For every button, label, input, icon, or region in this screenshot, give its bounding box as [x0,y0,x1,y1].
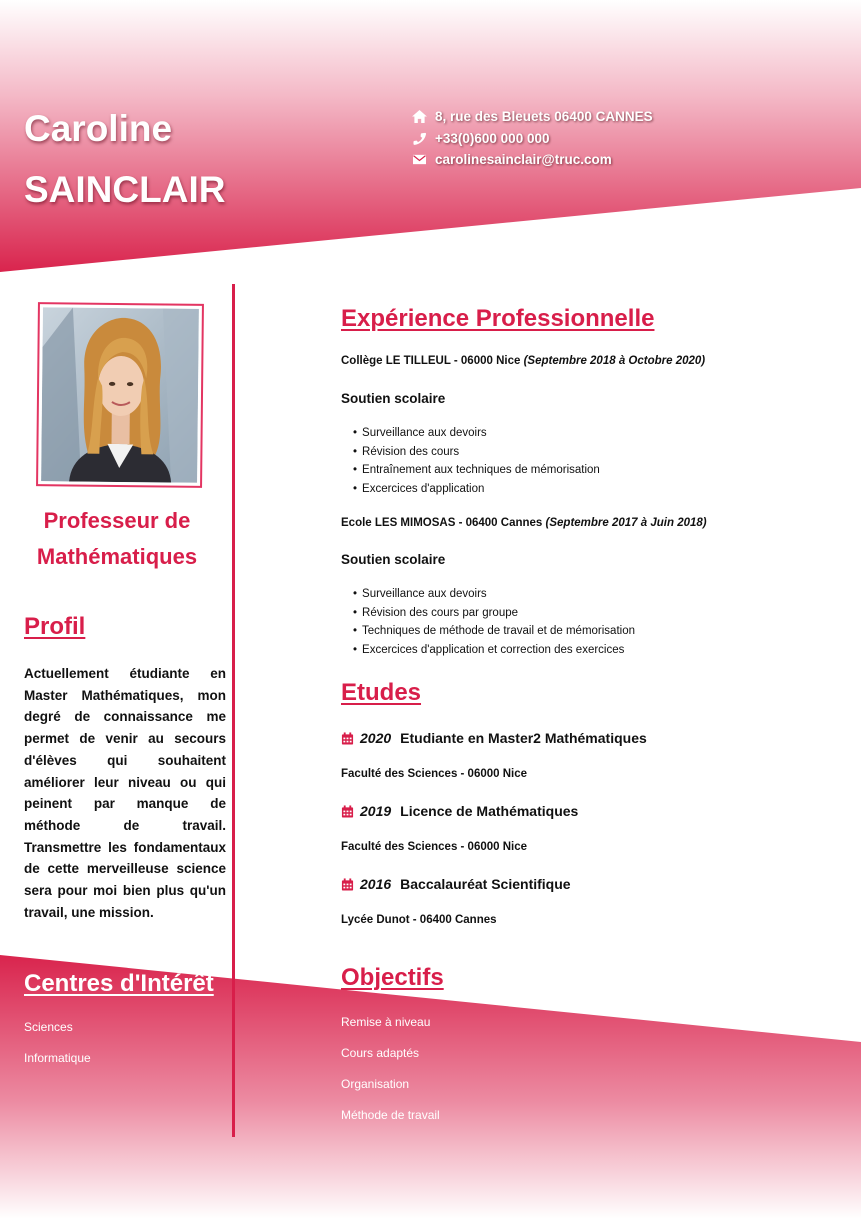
job-task: • Entraînement aux techniques de mémorisation [353,461,600,480]
profil-heading: Profil [24,613,86,640]
last-name: SAINCLAIR [24,169,226,211]
job-task-list [353,585,635,659]
email-link[interactable]: carolinesainclair@truc.com [435,152,612,168]
contact-phone [412,128,653,150]
job-task: • Techniques de méthode de travail et de mémorisation [353,622,635,641]
job-task: • Révision des cours [353,443,600,462]
job-task-list [353,424,600,498]
profil-text: Actuellement étudiante en Master Mathématiques, mon degré de connaissance me permet de venir au secours d'élèves qui souhaitent améliorer leur niveau ou qui peinent par manque de méthode de travail. Transmettre les fondamentaux de cette merveilleuse science sera pour moi bien plus qu'un travail, une mission. [24,666,226,920]
job-task: • Révision des cours par groupe [353,604,635,623]
edu-school: Faculté des Sciences - 06000 Nice [341,841,528,853]
edu-entry [341,730,647,746]
objectifs-list [341,1015,440,1139]
address-text: 8, rue des Bleuets 06400 CANNES [435,109,653,125]
etudes-heading: Etudes [341,679,422,706]
calendar-icon [341,732,354,745]
interets-heading: Centres d'Intérêt [24,970,214,997]
experience-heading: Expérience Professionnelle [341,305,655,332]
phone-text: +33(0)600 000 000 [435,130,550,146]
calendar-icon [341,805,354,818]
portrait-image [41,307,199,483]
objectifs-heading: Objectifs [341,964,444,991]
job-role: Soutien scolaire [341,391,446,406]
phone-icon [412,132,427,145]
edu-degree: Etudiante en Master2 Mathématiques [400,730,647,746]
calendar-icon [341,878,354,891]
objectif-item: Cours adaptés [341,1046,420,1060]
job-task: • Excercices d'application [353,480,600,499]
interets-list [24,1020,91,1082]
column-divider [232,284,235,1137]
envelope-icon [412,153,427,166]
job-title: Professeur de Mathématiques [36,508,198,569]
job-period: (Septembre 2018 à Octobre 2020) [523,355,706,367]
job-role: Soutien scolaire [341,552,446,567]
contact-block [412,106,653,171]
contact-email [412,149,653,171]
job-task: • Surveillance aux devoirs [353,585,635,604]
objectif-item: Remise à niveau [341,1015,431,1029]
edu-entry [341,803,578,819]
edu-entry [341,876,571,892]
contact-address [412,106,653,128]
job-period: (Septembre 2017 à Juin 2018) [545,517,707,529]
job-task: • Excercices d'application et correction des exercices [353,641,635,660]
objectif-item: Organisation [341,1077,410,1091]
edu-school: Faculté des Sciences - 06000 Nice [341,768,528,780]
profile-photo [36,302,204,488]
objectif-item: Méthode de travail [341,1108,440,1122]
job-company [341,517,707,529]
edu-degree: Baccalauréat Scientifique [400,876,571,892]
interet-item: Sciences [24,1020,73,1034]
company-name: Ecole LES MIMOSAS - 06400 Cannes [341,517,543,529]
first-name: Caroline [24,108,173,149]
home-icon [412,110,427,123]
job-task: • Surveillance aux devoirs [353,424,600,443]
edu-year: 2019 [360,803,392,819]
company-name: Collège LE TILLEUL - 06000 Nice [341,355,521,367]
candidate-name [24,98,225,220]
edu-school: Lycée Dunot - 06400 Cannes [341,914,497,926]
interet-item: Informatique [24,1051,91,1065]
edu-year: 2016 [360,876,392,892]
job-company [341,355,705,367]
edu-degree: Licence de Mathématiques [400,803,579,819]
edu-year: 2020 [360,730,392,746]
